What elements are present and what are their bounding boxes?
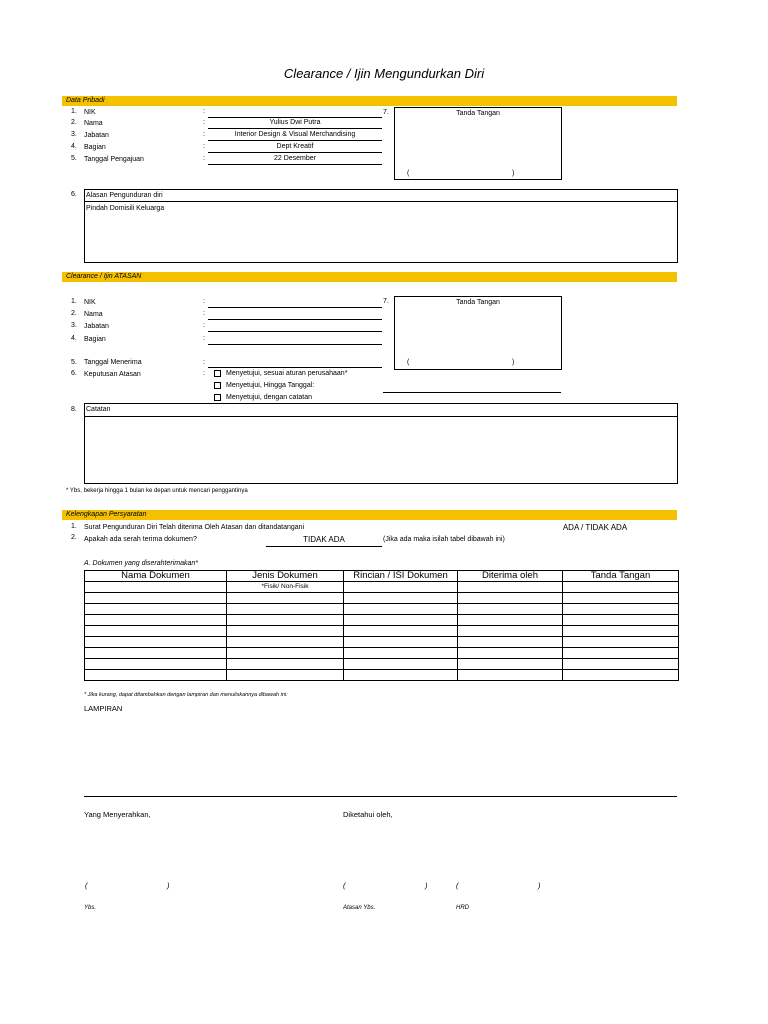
atasan-decision-label: Keputusan Atasan (84, 371, 141, 378)
table-cell[interactable] (85, 659, 227, 670)
signature-box-pribadi[interactable] (394, 107, 562, 180)
yang-menyerahkan-label: Yang Menyerahkan, (84, 810, 151, 819)
option-label: Menyetujui, Hingga Tanggal: (226, 382, 315, 389)
table-cell[interactable] (227, 604, 344, 615)
doc-table-title: A. Dokumen yang diserahterimakan* (84, 560, 199, 567)
signature-label: Tanda Tangan (456, 110, 500, 117)
colon: : (203, 335, 205, 342)
section-title-pribadi: Data Pribadi (66, 97, 105, 104)
table-row (85, 637, 679, 648)
signature-label: Tanda Tangan (456, 299, 500, 306)
table-cell[interactable] (227, 626, 344, 637)
req-2-value[interactable]: TIDAK ADA (303, 535, 345, 544)
signer-atasan: Atasan Ybs. (343, 905, 376, 911)
section-bar-pribadi (62, 96, 677, 106)
req-1-value[interactable]: ADA / TIDAK ADA (562, 523, 628, 532)
table-cell[interactable] (344, 659, 458, 670)
option-label: Menyetujui, sesuai aturan perusahaan* (226, 370, 348, 377)
table-cell[interactable] (85, 637, 227, 648)
table-cell[interactable] (85, 604, 227, 615)
atasan-footnote: * Ybs, bekerja hingga 1 bulan ke depan untuk mencari penggantinya (66, 488, 248, 494)
colon: : (203, 131, 205, 138)
field-label: NIK (84, 299, 96, 306)
table-cell[interactable] (344, 615, 458, 626)
table-row (85, 604, 679, 615)
table-cell[interactable] (458, 626, 563, 637)
signature-paren-close: ) (512, 359, 515, 366)
row-number: 1. (71, 108, 77, 115)
field-label: NIK (84, 109, 96, 116)
colon: : (203, 119, 205, 126)
field-label: Jabatan (84, 323, 109, 330)
atasan-date-field[interactable] (208, 367, 382, 368)
row-number: 2. (71, 119, 77, 126)
field-underline[interactable] (208, 319, 382, 320)
diketahui-label: Diketahui oleh, (343, 810, 393, 819)
notes-box[interactable] (84, 403, 678, 484)
signature-paren-open: ( (407, 170, 410, 177)
table-cell[interactable] (344, 626, 458, 637)
table-row (85, 626, 679, 637)
atasan-date-label: Tanggal Menerima (84, 359, 142, 366)
field-label: Bagian (84, 336, 106, 343)
table-cell[interactable] (85, 593, 227, 604)
table-row (85, 582, 679, 593)
table-cell[interactable] (458, 604, 563, 615)
option-hingga-tanggal[interactable] (214, 381, 314, 390)
notes-divider (85, 416, 677, 417)
row-number: 3. (71, 131, 77, 138)
signature-box-atasan[interactable] (394, 296, 562, 370)
field-label: Tanggal Pengajuan (84, 156, 144, 163)
table-cell[interactable] (85, 670, 227, 681)
table-cell[interactable] (458, 582, 563, 593)
req-1-number: 1. (71, 523, 77, 530)
table-row (85, 659, 679, 670)
colon: : (203, 143, 205, 150)
table-cell[interactable] (344, 648, 458, 659)
req-2-underline (266, 546, 382, 547)
row-number: 1. (71, 298, 77, 305)
checkbox-icon[interactable] (214, 394, 221, 401)
reason-label: Alasan Pengunduran diri (86, 192, 163, 199)
atasan-date-number: 5. (71, 359, 77, 366)
table-cell[interactable] (85, 626, 227, 637)
colon: : (203, 108, 205, 115)
paren-close: ) (538, 881, 541, 890)
column-header: Jenis Dokumen (227, 571, 344, 582)
table-cell[interactable] (563, 626, 679, 637)
table-cell[interactable] (563, 670, 679, 681)
table-cell[interactable] (227, 670, 344, 681)
table-cell[interactable] (563, 604, 679, 615)
reason-divider (85, 201, 677, 202)
table-row (85, 670, 679, 681)
signature-number: 7. (383, 109, 389, 116)
table-cell[interactable] (563, 582, 679, 593)
field-value[interactable]: Yulius Dwi Putra (269, 119, 321, 126)
option-dengan-catatan[interactable] (214, 393, 312, 402)
field-underline (208, 128, 382, 129)
row-number: 5. (71, 155, 77, 162)
doc-table-footnote: * Jika kurang, dapat ditambahkan dengan lampiran dan menuliskannya dibawah ini: (84, 692, 288, 698)
reason-number: 6. (71, 191, 77, 198)
until-date-field[interactable] (383, 392, 561, 393)
table-cell[interactable] (85, 582, 227, 593)
field-value[interactable]: Dept Kreatif (276, 143, 314, 150)
table-cell[interactable] (458, 637, 563, 648)
colon: : (203, 310, 205, 317)
atasan-decision-number: 6. (71, 370, 77, 377)
row-number: 2. (71, 310, 77, 317)
field-label: Nama (84, 311, 103, 318)
table-row (85, 593, 679, 604)
table-cell[interactable] (563, 648, 679, 659)
signer-ybs: Ybs. (84, 905, 97, 911)
table-cell[interactable] (344, 637, 458, 648)
section-title-atasan: Clearance / Ijin ATASAN (66, 273, 142, 280)
signature-paren-close: ) (512, 170, 515, 177)
field-label: Jabatan (84, 132, 109, 139)
field-label: Bagian (84, 144, 106, 151)
reason-value: Pindah Domisili Keluarga (86, 205, 165, 212)
table-cell[interactable]: *Fisik/ Non-Fisik (227, 582, 344, 593)
req-2-number: 2. (71, 534, 77, 541)
req-1-label: Surat Pengunduran Diri Telah diterima Oleh Atasan dan ditandatangani (84, 524, 305, 531)
field-label: Nama (84, 120, 103, 127)
signer-hrd: HRD (456, 905, 469, 911)
field-value[interactable]: 22 Desember (273, 155, 317, 162)
table-row (85, 648, 679, 659)
row-number: 3. (71, 322, 77, 329)
table-cell[interactable] (344, 604, 458, 615)
section-bar-persyaratan (62, 510, 677, 520)
table-cell[interactable] (458, 615, 563, 626)
table-cell[interactable] (458, 659, 563, 670)
field-underline (208, 140, 382, 141)
table-cell[interactable] (227, 593, 344, 604)
table-cell[interactable] (458, 670, 563, 681)
table-header-row (85, 571, 679, 582)
row-number: 4. (71, 335, 77, 342)
table-cell[interactable] (85, 615, 227, 626)
table-row (85, 615, 679, 626)
column-header: Nama Dokumen (85, 571, 227, 582)
table-cell[interactable] (227, 615, 344, 626)
section-bar-atasan (62, 272, 677, 282)
row-number: 4. (71, 143, 77, 150)
notes-label: Catatan (86, 406, 111, 413)
colon: : (203, 370, 205, 377)
field-underline (208, 164, 382, 165)
notes-number: 8. (71, 406, 77, 413)
column-header: Diterima oleh (458, 571, 563, 582)
signature-paren-open: ( (407, 359, 410, 366)
table-cell[interactable] (227, 659, 344, 670)
colon: : (203, 155, 205, 162)
column-header: Rincian / ISI Dokumen (344, 571, 458, 582)
option-label: Menyetujui, dengan catatan (226, 394, 313, 401)
field-underline[interactable] (208, 344, 382, 345)
page-title: Clearance / Ijin Mengundurkan Diri (283, 66, 485, 81)
table-cell[interactable] (563, 637, 679, 648)
divider-line (84, 796, 677, 797)
checkbox-icon[interactable] (214, 370, 221, 377)
document-table (84, 570, 679, 681)
table-cell[interactable] (85, 648, 227, 659)
table-cell[interactable] (344, 670, 458, 681)
colon: : (203, 298, 205, 305)
option-sesuai-aturan[interactable] (214, 369, 347, 378)
table-cell[interactable] (458, 648, 563, 659)
table-cell[interactable] (563, 593, 679, 604)
column-header: Tanda Tangan (563, 571, 679, 582)
field-value[interactable]: Interior Design & Visual Merchandising (234, 131, 356, 138)
table-cell[interactable] (563, 615, 679, 626)
field-underline[interactable] (208, 307, 382, 308)
req-2-note: (Jika ada maka isilah tabel dibawah ini) (383, 536, 505, 543)
colon: : (203, 359, 205, 366)
table-cell[interactable] (344, 582, 458, 593)
section-title-persyaratan: Kelengkapan Persyaratan (66, 511, 147, 518)
paren-open: ( (456, 881, 459, 890)
signature-number: 7. (383, 298, 389, 305)
lampiran-label: LAMPIRAN (84, 704, 123, 713)
checkbox-icon[interactable] (214, 382, 221, 389)
paren-close: ) (167, 881, 170, 890)
table-cell[interactable] (563, 659, 679, 670)
paren-close: ) (425, 881, 428, 890)
paren-open: ( (85, 881, 88, 890)
colon: : (203, 322, 205, 329)
field-underline (208, 152, 382, 153)
table-cell[interactable] (227, 648, 344, 659)
req-2-label: Apakah ada serah terima dokumen? (84, 536, 197, 543)
table-cell[interactable] (344, 593, 458, 604)
paren-open: ( (343, 881, 346, 890)
field-underline[interactable] (208, 331, 382, 332)
table-cell[interactable] (458, 593, 563, 604)
reason-box[interactable] (84, 189, 678, 263)
table-cell[interactable] (227, 637, 344, 648)
